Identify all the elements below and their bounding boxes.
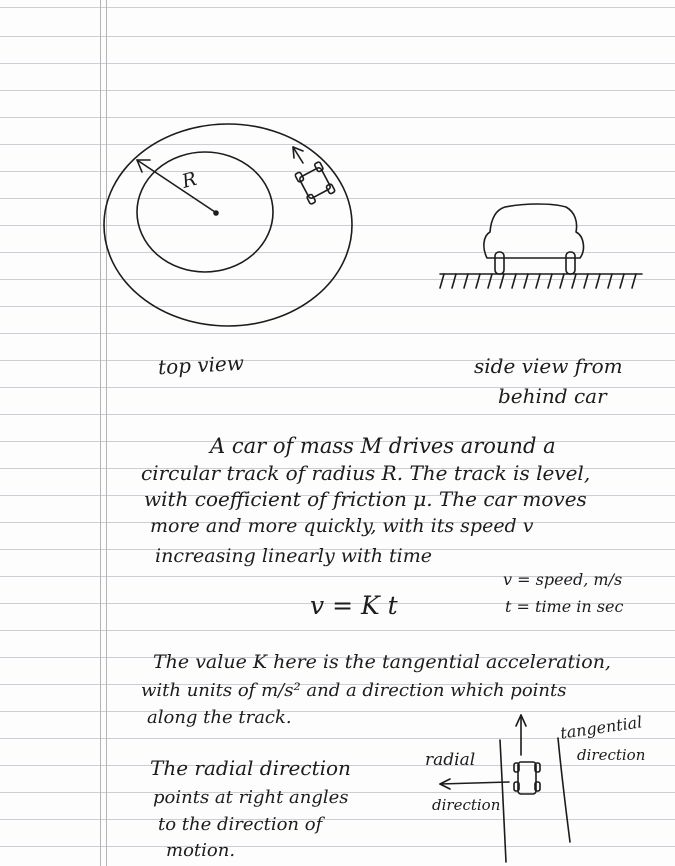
radius-arrow xyxy=(137,160,215,212)
ground-hatching xyxy=(440,274,636,288)
problem-line: A car of mass M drives around a xyxy=(210,434,556,458)
radius-label: R xyxy=(179,167,200,193)
road-right-edge xyxy=(558,738,570,842)
track-top-view-diagram xyxy=(104,124,352,326)
tangential-direction-label-line1: tangential xyxy=(559,712,644,743)
explanation-line: with units of m/s² and a direction which points xyxy=(141,680,567,701)
explanation-line: along the track. xyxy=(147,707,292,728)
car-left-tire xyxy=(495,252,504,274)
radial-note-line: The radial direction xyxy=(150,756,351,780)
time-definition: t = time in sec xyxy=(505,597,624,616)
inner-track-circle xyxy=(137,152,273,272)
side-view-label-line1: side view from xyxy=(474,354,623,378)
tangential-direction-label-line2: direction xyxy=(577,746,646,764)
road-diagram xyxy=(440,715,570,862)
car-body xyxy=(484,204,584,258)
speed-formula: v = K t xyxy=(310,591,398,620)
car-road-top-view xyxy=(514,762,540,794)
problem-line: increasing linearly with time xyxy=(155,545,432,567)
car-side-view-diagram xyxy=(440,204,642,288)
road-left-edge xyxy=(500,740,506,862)
outer-track-circle xyxy=(104,124,352,326)
radial-note-line: points at right angles xyxy=(153,787,349,808)
radial-direction-label-line2: direction xyxy=(432,796,501,814)
explanation-line: The value K here is the tangential acceleration, xyxy=(153,651,611,673)
speed-definition: v = speed, m/s xyxy=(503,570,623,589)
radial-direction-label-line1: radial xyxy=(425,750,476,770)
top-view-label: top view xyxy=(157,350,245,380)
side-view-label-line2: behind car xyxy=(498,384,607,408)
problem-line: more and more quickly, with its speed v xyxy=(150,515,534,537)
radial-arrow xyxy=(440,782,509,784)
problem-line: circular track of radius R. The track is level, xyxy=(141,461,591,485)
radial-note-line: motion. xyxy=(166,840,236,861)
car-right-tire xyxy=(566,252,575,274)
car-top-view xyxy=(295,161,336,204)
radial-note-line: to the direction of xyxy=(158,814,323,835)
problem-line: with coefficient of friction μ. The car moves xyxy=(144,487,587,511)
